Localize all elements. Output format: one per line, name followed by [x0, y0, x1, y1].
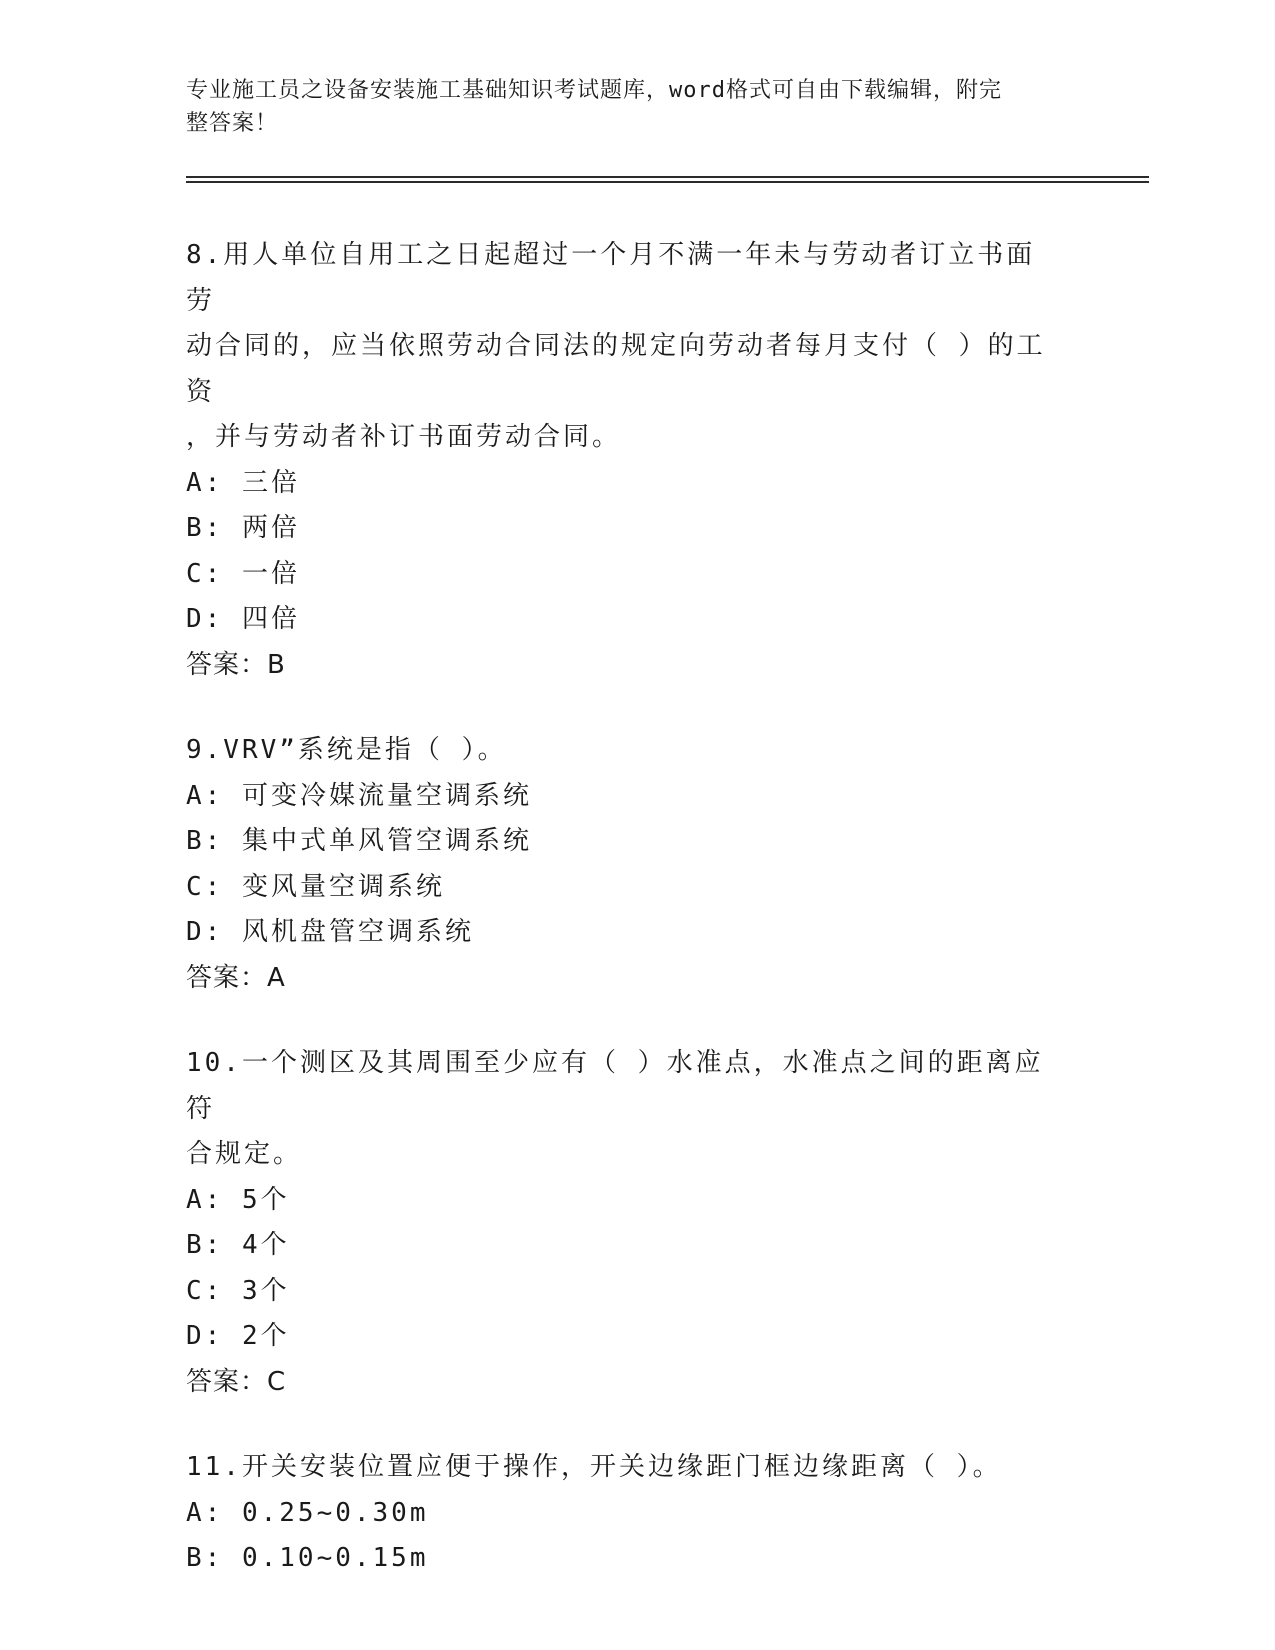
question-stem — [186, 233, 1046, 461]
header-line-2: 整答案！ — [186, 111, 279, 136]
question-item — [186, 728, 1086, 1001]
option-c: C: 变风量空调系统 — [186, 871, 445, 902]
header-divider-top — [186, 176, 1149, 178]
question-item — [186, 233, 1086, 688]
option-a: A: 5个 — [186, 1184, 290, 1215]
option-b: B: 4个 — [186, 1230, 290, 1260]
option-a: A: 三倍 — [186, 467, 300, 498]
question-stem-line: 8.用人单位自用工之日起超过一个月不满一年未与劳动者订立书面劳 — [186, 240, 1036, 316]
option-b: B: 集中式单风管空调系统 — [186, 826, 532, 856]
answer-line: 答案：C — [186, 1366, 287, 1397]
answer-line: 答案：A — [186, 962, 286, 993]
option-b: B: 0.10~0.15m — [186, 1543, 429, 1573]
option-b: B: 两倍 — [186, 513, 300, 543]
option-d: D: 风机盘管空调系统 — [186, 917, 474, 947]
question-item — [186, 1445, 1086, 1582]
option-c: C: 一倍 — [186, 558, 300, 589]
header-divider-bottom — [186, 181, 1149, 183]
option-d: D: 四倍 — [186, 604, 300, 634]
option-a: A: 可变冷媒流量空调系统 — [186, 780, 532, 811]
question-stem-line: 9.VRV”系统是指（ ）。 — [186, 735, 507, 765]
header-line-1: 专业施工员之设备安装施工基础知识考试题库，word格式可自由下载编辑，附完 — [186, 78, 1002, 103]
question-stem — [186, 1445, 1046, 1491]
question-list — [186, 233, 1086, 1622]
question-stem — [186, 1041, 1046, 1178]
question-stem-line: ，并与劳动者补订书面劳动合同。 — [186, 422, 622, 452]
option-c: C: 3个 — [186, 1275, 290, 1306]
option-d: D: 2个 — [186, 1321, 290, 1351]
question-stem-line: 动合同的，应当依照劳动合同法的规定向劳动者每月支付（ ）的工资 — [186, 331, 1046, 407]
question-stem — [186, 728, 1046, 774]
answer-line: 答案：B — [186, 649, 286, 680]
question-stem-line: 10.一个测区及其周围至少应有（ ）水准点，水准点之间的距离应符 — [186, 1048, 1044, 1124]
option-a: A: 0.25~0.30m — [186, 1497, 429, 1528]
question-stem-line: 合规定。 — [186, 1139, 303, 1169]
document-header — [186, 74, 1066, 140]
question-item — [186, 1041, 1086, 1405]
question-stem-line: 11.开关安装位置应便于操作，开关边缘距门框边缘距离（ ）。 — [186, 1452, 1002, 1482]
